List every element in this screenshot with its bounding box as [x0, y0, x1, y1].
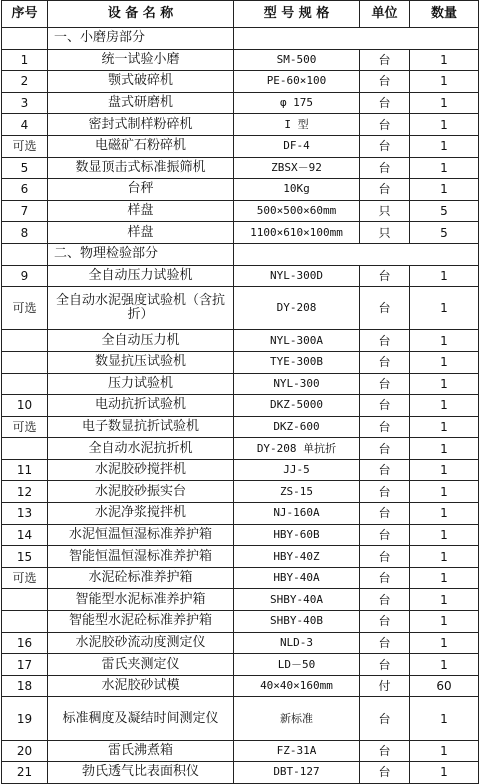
row-unit: 台: [360, 697, 410, 740]
row-unit: 台: [360, 395, 410, 417]
row-no: [2, 330, 48, 352]
row-name: 水泥胶砂振实台: [48, 481, 234, 503]
row-unit: 只: [360, 222, 410, 244]
row-qty: 1: [410, 611, 479, 633]
row-unit: 台: [360, 157, 410, 179]
row-unit: 台: [360, 92, 410, 114]
row-qty: 1: [410, 416, 479, 438]
row-no: 17: [2, 654, 48, 676]
row-qty: 1: [410, 49, 479, 71]
row-unit: 台: [360, 740, 410, 762]
row-unit: 台: [360, 438, 410, 460]
row-model: PE-60×100: [234, 71, 360, 93]
row-unit: 台: [360, 459, 410, 481]
row-model: 1100×610×100mm: [234, 222, 360, 244]
row-name: 数显抗压试验机: [48, 351, 234, 373]
row-model: LD－50: [234, 654, 360, 676]
row-no: 15: [2, 546, 48, 568]
row-model: 10Kg: [234, 179, 360, 201]
table-row: [2, 632, 479, 654]
row-model: ZBSX－92: [234, 157, 360, 179]
table-row: [2, 416, 479, 438]
row-qty: 1: [410, 114, 479, 136]
row-model: FZ-31A: [234, 740, 360, 762]
table-row: [2, 92, 479, 114]
row-name: 全自动水泥强度试验机（含抗折）: [48, 287, 234, 330]
table-row: [2, 589, 479, 611]
row-qty: 1: [410, 135, 479, 157]
table-row: [2, 114, 479, 136]
row-qty: 1: [410, 740, 479, 762]
row-no: 11: [2, 459, 48, 481]
row-no: 13: [2, 503, 48, 525]
row-unit: 台: [360, 611, 410, 633]
table-row: [2, 157, 479, 179]
row-qty: 1: [410, 351, 479, 373]
row-no: 18: [2, 675, 48, 697]
row-model: TYE-300B: [234, 351, 360, 373]
row-model: DBT-127: [234, 762, 360, 784]
row-no: 7: [2, 200, 48, 222]
row-no: 16: [2, 632, 48, 654]
row-no: 可选: [2, 416, 48, 438]
table-row: [2, 740, 479, 762]
row-name: 水泥恒温恒湿标准养护箱: [48, 524, 234, 546]
header-row: [2, 1, 479, 28]
row-model: 新标准: [234, 697, 360, 740]
row-unit: 台: [360, 524, 410, 546]
row-model: HBY-40Z: [234, 546, 360, 568]
row-model: JJ-5: [234, 459, 360, 481]
table-row: [2, 49, 479, 71]
row-name: 水泥胶砂试模: [48, 675, 234, 697]
row-unit: 台: [360, 654, 410, 676]
row-model: φ 175: [234, 92, 360, 114]
row-model: NYL-300D: [234, 265, 360, 287]
row-qty: 60: [410, 675, 479, 697]
table-body: [2, 28, 479, 784]
row-qty: 1: [410, 697, 479, 740]
table-row: [2, 71, 479, 93]
row-model: ZS-15: [234, 481, 360, 503]
row-qty: 1: [410, 524, 479, 546]
row-unit: 台: [360, 114, 410, 136]
row-qty: 1: [410, 330, 479, 352]
row-model: DKZ-600: [234, 416, 360, 438]
row-no: 可选: [2, 567, 48, 589]
row-model: DY-208: [234, 287, 360, 330]
row-unit: 台: [360, 49, 410, 71]
row-name: 智能型水泥砼标准养护箱: [48, 611, 234, 633]
row-name: 样盘: [48, 200, 234, 222]
row-unit: 台: [360, 265, 410, 287]
row-name: 全自动水泥抗折机: [48, 438, 234, 460]
row-model: NLD-3: [234, 632, 360, 654]
table-row: [2, 287, 479, 330]
table-row: [2, 762, 479, 784]
row-qty: 1: [410, 373, 479, 395]
row-no: 19: [2, 697, 48, 740]
row-name: 数显顶击式标准振筛机: [48, 157, 234, 179]
row-unit: 台: [360, 632, 410, 654]
row-name: 水泥胶砂流动度测定仪: [48, 632, 234, 654]
row-name: 压力试验机: [48, 373, 234, 395]
row-unit: 台: [360, 503, 410, 525]
table-row: [2, 351, 479, 373]
row-name: 水泥砼标准养护箱: [48, 567, 234, 589]
row-no: 可选: [2, 135, 48, 157]
row-no: [2, 438, 48, 460]
row-no: 9: [2, 265, 48, 287]
row-model: NJ-160A: [234, 503, 360, 525]
equipment-table: [1, 0, 479, 784]
table-row: [2, 222, 479, 244]
row-name: 雷氏夹测定仪: [48, 654, 234, 676]
table-row: [2, 373, 479, 395]
table-row: [2, 200, 479, 222]
row-unit: 付: [360, 675, 410, 697]
section-no-cell: [2, 243, 48, 265]
row-qty: 5: [410, 200, 479, 222]
row-name: 智能型水泥标准养护箱: [48, 589, 234, 611]
row-no: 1: [2, 49, 48, 71]
row-no: 10: [2, 395, 48, 417]
row-name: 统一试验小磨: [48, 49, 234, 71]
row-qty: 1: [410, 157, 479, 179]
row-qty: 1: [410, 179, 479, 201]
row-qty: 1: [410, 92, 479, 114]
table-row: [2, 675, 479, 697]
row-qty: 1: [410, 71, 479, 93]
row-name: 电磁矿石粉碎机: [48, 135, 234, 157]
table-row: [2, 265, 479, 287]
row-qty: 1: [410, 459, 479, 481]
row-no: 3: [2, 92, 48, 114]
row-name: 台秤: [48, 179, 234, 201]
row-qty: 1: [410, 481, 479, 503]
row-model: NYL-300: [234, 373, 360, 395]
table-row: [2, 546, 479, 568]
section-row: [2, 243, 479, 265]
row-no: 2: [2, 71, 48, 93]
row-unit: 台: [360, 481, 410, 503]
row-no: [2, 611, 48, 633]
row-name: 颚式破碎机: [48, 71, 234, 93]
row-no: 20: [2, 740, 48, 762]
table-row: [2, 654, 479, 676]
row-name: 盘式研磨机: [48, 92, 234, 114]
table-row: [2, 524, 479, 546]
row-model: DY-208 单抗折: [234, 438, 360, 460]
row-qty: 1: [410, 589, 479, 611]
row-unit: 只: [360, 200, 410, 222]
row-unit: 台: [360, 373, 410, 395]
header-name: 设 备 名 称: [48, 1, 234, 28]
row-qty: 1: [410, 287, 479, 330]
row-no: 6: [2, 179, 48, 201]
table-row: [2, 459, 479, 481]
row-model: SHBY-40A: [234, 589, 360, 611]
row-model: 40×40×160mm: [234, 675, 360, 697]
row-name: 智能恒温恒湿标准养护箱: [48, 546, 234, 568]
table-row: [2, 503, 479, 525]
table-row: [2, 135, 479, 157]
row-name: 样盘: [48, 222, 234, 244]
row-qty: 1: [410, 503, 479, 525]
row-no: 14: [2, 524, 48, 546]
row-name: 勃氏透气比表面积仪: [48, 762, 234, 784]
row-name: 密封式制样粉碎机: [48, 114, 234, 136]
row-model: 500×500×60mm: [234, 200, 360, 222]
table-row: [2, 438, 479, 460]
row-name: 全自动压力试验机: [48, 265, 234, 287]
header-unit: 单位: [360, 1, 410, 28]
header-qty: 数量: [410, 1, 479, 28]
row-unit: 台: [360, 351, 410, 373]
row-model: DKZ-5000: [234, 395, 360, 417]
section-title: 二、物理检验部分: [48, 243, 234, 265]
row-name: 电动抗折试验机: [48, 395, 234, 417]
row-qty: 1: [410, 632, 479, 654]
row-unit: 台: [360, 287, 410, 330]
row-name: 电子数显抗折试验机: [48, 416, 234, 438]
row-unit: 台: [360, 71, 410, 93]
row-qty: 1: [410, 654, 479, 676]
section-no-cell: [2, 28, 48, 50]
row-model: I 型: [234, 114, 360, 136]
row-unit: 台: [360, 135, 410, 157]
header-model: 型 号 规 格: [234, 1, 360, 28]
table-row: [2, 330, 479, 352]
row-no: 4: [2, 114, 48, 136]
row-no: [2, 589, 48, 611]
row-no: 可选: [2, 287, 48, 330]
row-qty: 1: [410, 438, 479, 460]
row-no: 12: [2, 481, 48, 503]
section-empty-cell: [234, 28, 479, 50]
row-qty: 1: [410, 567, 479, 589]
row-qty: 1: [410, 762, 479, 784]
table-row: [2, 567, 479, 589]
row-no: [2, 351, 48, 373]
row-unit: 台: [360, 546, 410, 568]
row-name: 水泥胶砂搅拌机: [48, 459, 234, 481]
row-name: 全自动压力机: [48, 330, 234, 352]
table-row: [2, 179, 479, 201]
row-name: 水泥净浆搅拌机: [48, 503, 234, 525]
row-unit: 台: [360, 330, 410, 352]
row-name: 标准稠度及凝结时间测定仪: [48, 697, 234, 740]
row-qty: 5: [410, 222, 479, 244]
row-unit: 台: [360, 416, 410, 438]
row-model: HBY-40A: [234, 567, 360, 589]
header-no: 序号: [2, 1, 48, 28]
row-model: DF-4: [234, 135, 360, 157]
table-row: [2, 611, 479, 633]
row-unit: 台: [360, 589, 410, 611]
row-model: SM-500: [234, 49, 360, 71]
row-no: 5: [2, 157, 48, 179]
row-no: [2, 373, 48, 395]
table-row: [2, 395, 479, 417]
row-no: 21: [2, 762, 48, 784]
section-title: 一、小磨房部分: [48, 28, 234, 50]
row-model: SHBY-40B: [234, 611, 360, 633]
section-row: [2, 28, 479, 50]
table-row: [2, 697, 479, 740]
row-unit: 台: [360, 567, 410, 589]
row-name: 雷氏沸煮箱: [48, 740, 234, 762]
row-unit: 台: [360, 762, 410, 784]
row-model: NYL-300A: [234, 330, 360, 352]
section-empty-cell: [234, 243, 479, 265]
row-no: 8: [2, 222, 48, 244]
row-model: HBY-60B: [234, 524, 360, 546]
row-qty: 1: [410, 395, 479, 417]
table-row: [2, 481, 479, 503]
row-unit: 台: [360, 179, 410, 201]
row-qty: 1: [410, 265, 479, 287]
row-qty: 1: [410, 546, 479, 568]
